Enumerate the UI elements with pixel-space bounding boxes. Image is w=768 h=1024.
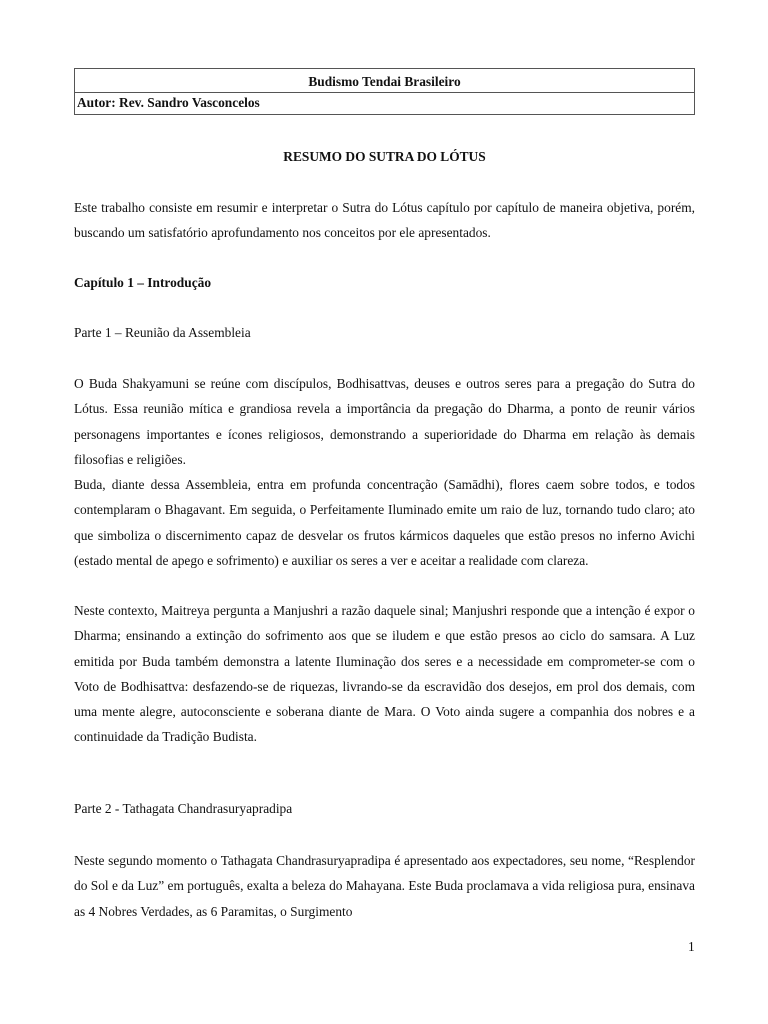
part1-paragraph-3: Neste contexto, Maitreya pergunta a Manjushri a razão daquele sinal; Manjushri responde que a intenção é expor o Dharma; ensinando a extinção do sofrimento aos que se iludem e que estão presos ao ciclo do samsara. A Luz emitida por Buda também demonstra a latente Iluminação dos seres e a necessidade em comprometer-se com o Voto de Bodhisattva: desfazendo-se de riquezas, livrando-se da escravidão dos desejos, em prol dos demais, com uma mente alegre, autoconsciente e soberana diante de Mara. O Voto ainda sugere a companhia dos nobres e a continuidade da Tradição Budista. (74, 603, 695, 745)
part1-paragraph-2: Buda, diante dessa Assembleia, entra em profunda concentração (Samādhi), flores caem sobre todos, e todos contemplaram o Bhagavant. Em seguida, o Perfeitamente Iluminado emite um raio de luz, tornando tudo claro; ato que simboliza o discernimento capaz de desvelar os frutos kármicos daqueles que estão presos no inferno Avichi (estado mental de apego e sofrimento) e auxiliar os seres a ver e aceitar a realidade com clareza. (74, 477, 695, 568)
chapter-heading: Capítulo 1 – Introdução (74, 275, 212, 290)
organization-title: Budismo Tendai Brasileiro (308, 74, 461, 89)
part1-heading: Parte 1 – Reunião da Assembleia (74, 325, 251, 340)
part2-heading: Parte 2 - Tathagata Chandrasuryapradipa (74, 801, 293, 816)
page-number: 1 (688, 939, 695, 954)
intro-paragraph: Este trabalho consiste em resumir e interpretar o Sutra do Lótus capítulo por capítulo de maneira objetiva, porém, buscando um satisfatório aprofundamento nos conceitos por ele apresentados. (74, 200, 695, 241)
part2-paragraph-1: Neste segundo momento o Tathagata Chandrasuryapradipa é apresentado aos expectadores, seu nome, “Resplendor do Sol e da Luz” em português, exalta a beleza do Mahayana. Este Buda proclamava a vida religiosa pura, ensinava as 4 Nobres Verdades, as 6 Paramitas, o Surgimento (74, 853, 695, 919)
header-table (74, 68, 695, 115)
part1-paragraph-1: O Buda Shakyamuni se reúne com discípulos, Bodhisattvas, deuses e outros seres para a pregação do Sutra do Lótus. Essa reunião mítica e grandiosa revela a importância da pregação do Dharma, a ponto de reunir vários personagens importantes e ícones religiosos, demonstrando a superioridade do Dharma em relação às demais filosofias e religiões. (74, 376, 695, 467)
header-divider (75, 92, 694, 93)
document-title: RESUMO DO SUTRA DO LÓTUS (283, 149, 486, 164)
author-line: Autor: Rev. Sandro Vasconcelos (77, 95, 260, 110)
